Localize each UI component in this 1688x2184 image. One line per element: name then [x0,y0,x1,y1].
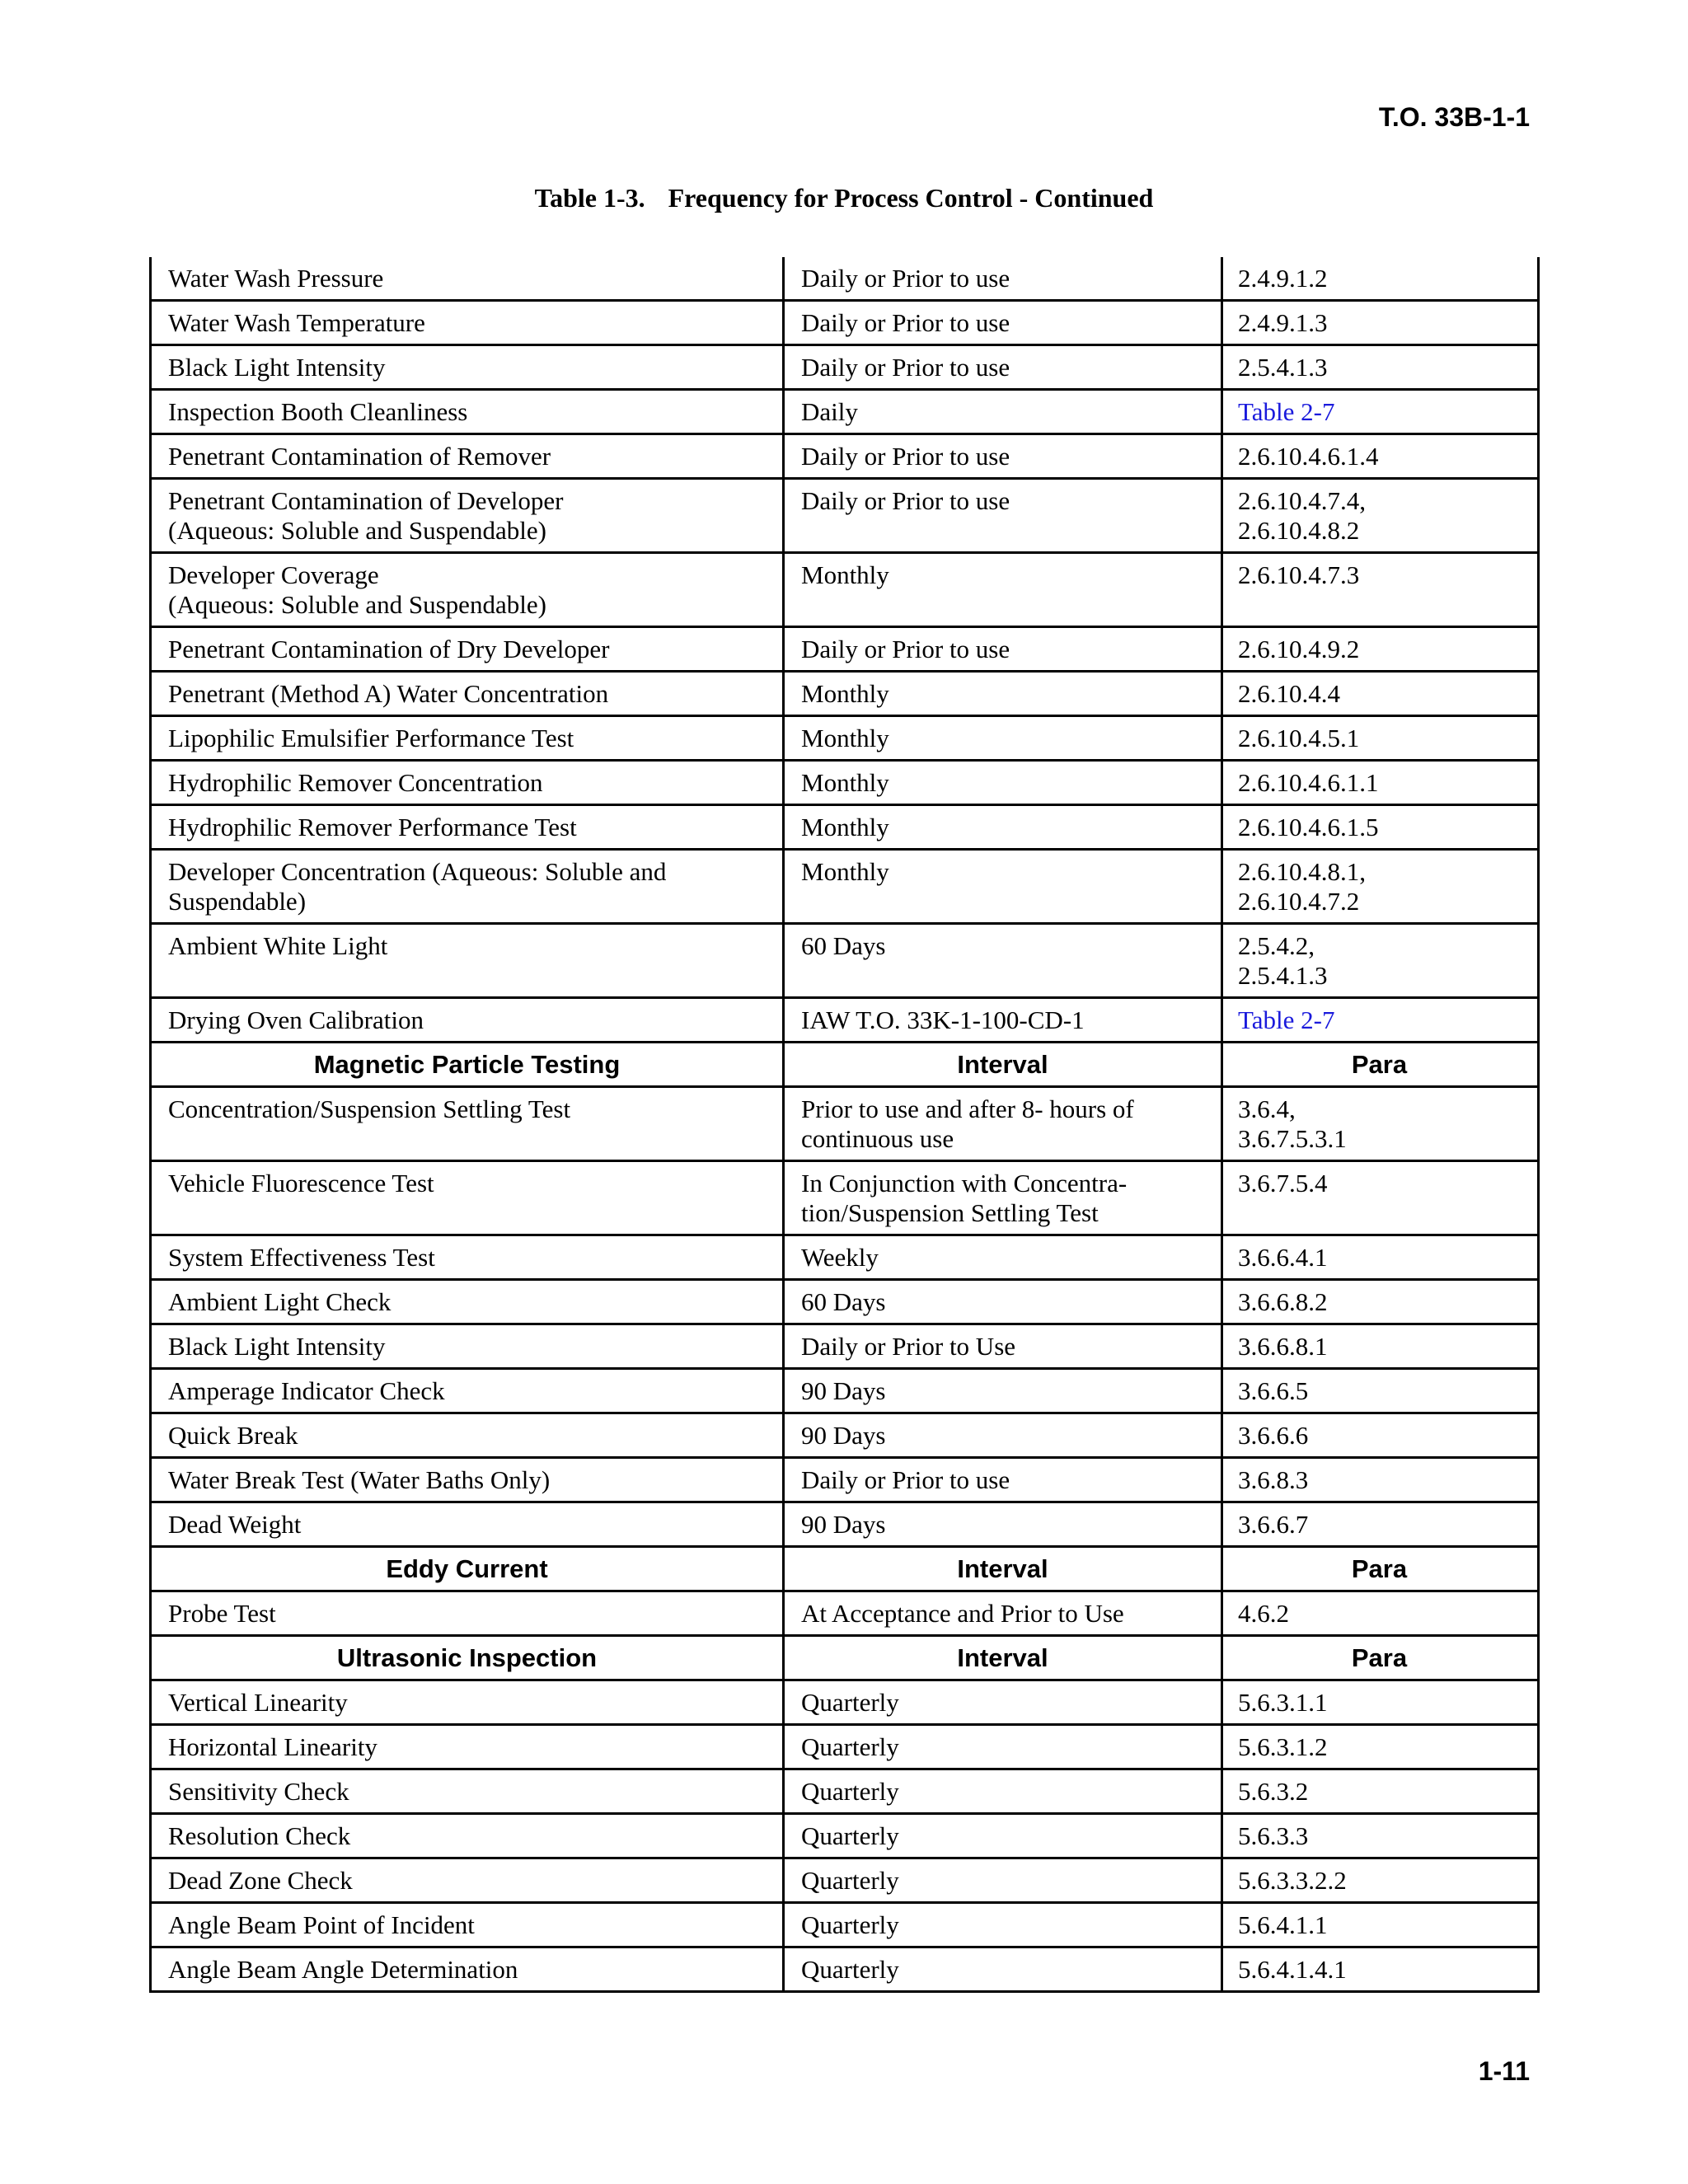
para-cell: 2.6.10.4.8.1, 2.6.10.4.7.2 [1222,850,1539,924]
table-row [151,1280,1539,1324]
table-title-text: Frequency for Process Control - Continued [668,183,1154,213]
table-row [151,1235,1539,1280]
interval-cell: Monthly [784,761,1222,805]
para-header-cell: Para [1222,1547,1539,1591]
interval-cell: 60 Days [784,924,1222,998]
para-cell: 3.6.6.8.2 [1222,1280,1539,1324]
para-cell: 3.6.6.7 [1222,1502,1539,1547]
interval-cell: Quarterly [784,1858,1222,1903]
para-cell: 5.6.4.1.4.1 [1222,1947,1539,1992]
para-header-cell: Para [1222,1636,1539,1680]
table-row [151,1769,1539,1814]
item-cell: Penetrant (Method A) Water Concentration [151,672,784,716]
interval-cell: Quarterly [784,1769,1222,1814]
interval-cell: Daily or Prior to use [784,434,1222,479]
interval-cell: 90 Days [784,1413,1222,1458]
interval-cell: 90 Days [784,1502,1222,1547]
interval-cell: Monthly [784,672,1222,716]
para-cell: 2.6.10.4.9.2 [1222,627,1539,672]
table-row [151,716,1539,761]
item-cell: Developer Coverage (Aqueous: Soluble and Suspendable) [151,553,784,627]
interval-cell: Weekly [784,1235,1222,1280]
table-row [151,1725,1539,1769]
para-cell: 2.5.4.1.3 [1222,345,1539,390]
para-cell: 5.6.3.3 [1222,1814,1539,1858]
para-cell: 3.6.6.4.1 [1222,1235,1539,1280]
table-row [151,1947,1539,1992]
item-cell: Dead Zone Check [151,1858,784,1903]
interval-cell: In Conjunction with Concentra- tion/Suspension Settling Test [784,1161,1222,1235]
para-cell: 4.6.2 [1222,1591,1539,1636]
item-cell: Hydrophilic Remover Concentration [151,761,784,805]
item-cell: Vertical Linearity [151,1680,784,1725]
table-row [151,924,1539,998]
item-cell: Water Break Test (Water Baths Only) [151,1458,784,1502]
table-row [151,301,1539,345]
table-reference-link[interactable]: Table 2-7 [1222,390,1539,434]
item-cell: System Effectiveness Test [151,1235,784,1280]
item-cell: Developer Concentration (Aqueous: Soluble and Suspendable) [151,850,784,924]
section-title-cell: Ultrasonic Inspection [151,1636,784,1680]
table-row [151,553,1539,627]
para-cell: 5.6.3.1.1 [1222,1680,1539,1725]
interval-cell: At Acceptance and Prior to Use [784,1591,1222,1636]
item-cell: Horizontal Linearity [151,1725,784,1769]
interval-cell: Daily or Prior to use [784,345,1222,390]
table-row [151,672,1539,716]
table-row [151,1324,1539,1369]
para-cell: 5.6.4.1.1 [1222,1903,1539,1947]
para-cell: 5.6.3.1.2 [1222,1725,1539,1769]
para-cell: 3.6.6.5 [1222,1369,1539,1413]
table-reference-link[interactable]: Table 2-7 [1222,998,1539,1043]
item-cell: Penetrant Contamination of Remover [151,434,784,479]
para-cell: 3.6.8.3 [1222,1458,1539,1502]
table-row [151,1502,1539,1547]
item-cell: Water Wash Temperature [151,301,784,345]
table-row [151,345,1539,390]
item-cell: Resolution Check [151,1814,784,1858]
para-cell: 2.6.10.4.6.1.1 [1222,761,1539,805]
table-row [151,1858,1539,1903]
table-row [151,1903,1539,1947]
interval-cell: IAW T.O. 33K-1-100-CD-1 [784,998,1222,1043]
item-cell: Sensitivity Check [151,1769,784,1814]
section-title-cell: Magnetic Particle Testing [151,1043,784,1087]
table-title [0,183,1688,213]
para-header-cell: Para [1222,1043,1539,1087]
interval-cell: Monthly [784,805,1222,850]
table-row [151,1413,1539,1458]
table-body [151,257,1539,1992]
table-number: Table 1-3. [534,183,645,213]
item-cell: Ambient White Light [151,924,784,998]
table-row [151,1087,1539,1161]
para-cell: 2.6.10.4.7.3 [1222,553,1539,627]
table-row [151,805,1539,850]
interval-cell: Quarterly [784,1947,1222,1992]
table-row [151,1591,1539,1636]
para-cell: 3.6.7.5.4 [1222,1161,1539,1235]
para-cell: 5.6.3.3.2.2 [1222,1858,1539,1903]
interval-header-cell: Interval [784,1636,1222,1680]
table-row [151,257,1539,301]
para-cell: 3.6.6.8.1 [1222,1324,1539,1369]
interval-cell: Quarterly [784,1725,1222,1769]
para-cell: 2.6.10.4.6.1.4 [1222,434,1539,479]
para-cell: 2.6.10.4.7.4, 2.6.10.4.8.2 [1222,479,1539,553]
section-header-row [151,1636,1539,1680]
para-cell: 2.6.10.4.4 [1222,672,1539,716]
document-id: T.O. 33B-1-1 [1378,102,1530,132]
table-row [151,761,1539,805]
page-number: 1-11 [1478,2056,1530,2086]
interval-cell: Daily or Prior to use [784,257,1222,301]
interval-cell: Quarterly [784,1814,1222,1858]
item-cell: Dead Weight [151,1502,784,1547]
section-header-row [151,1043,1539,1087]
section-header-row [151,1547,1539,1591]
para-cell: 2.6.10.4.5.1 [1222,716,1539,761]
interval-cell: Quarterly [784,1680,1222,1725]
item-cell: Vehicle Fluorescence Test [151,1161,784,1235]
interval-cell: Daily [784,390,1222,434]
para-cell: 3.6.6.6 [1222,1413,1539,1458]
item-cell: Lipophilic Emulsifier Performance Test [151,716,784,761]
interval-cell: Prior to use and after 8- hours of continuous use [784,1087,1222,1161]
item-cell: Black Light Intensity [151,1324,784,1369]
interval-cell: Daily or Prior to use [784,479,1222,553]
interval-cell: 90 Days [784,1369,1222,1413]
interval-cell: Daily or Prior to use [784,301,1222,345]
item-cell: Angle Beam Angle Determination [151,1947,784,1992]
table-row [151,1458,1539,1502]
interval-header-cell: Interval [784,1547,1222,1591]
interval-cell: Daily or Prior to Use [784,1324,1222,1369]
table-row [151,850,1539,924]
table-row [151,627,1539,672]
item-cell: Probe Test [151,1591,784,1636]
table-row [151,1161,1539,1235]
para-cell: 2.4.9.1.2 [1222,257,1539,301]
item-cell: Black Light Intensity [151,345,784,390]
item-cell: Concentration/Suspension Settling Test [151,1087,784,1161]
interval-cell: Quarterly [784,1903,1222,1947]
process-control-table [149,257,1540,1993]
interval-cell: Daily or Prior to use [784,627,1222,672]
interval-cell: Monthly [784,553,1222,627]
para-cell: 2.5.4.2, 2.5.4.1.3 [1222,924,1539,998]
interval-cell: Monthly [784,716,1222,761]
item-cell: Penetrant Contamination of Dry Developer [151,627,784,672]
table-row [151,1814,1539,1858]
table-row [151,479,1539,553]
item-cell: Amperage Indicator Check [151,1369,784,1413]
para-cell: 2.4.9.1.3 [1222,301,1539,345]
item-cell: Water Wash Pressure [151,257,784,301]
para-cell: 3.6.4, 3.6.7.5.3.1 [1222,1087,1539,1161]
item-cell: Angle Beam Point of Incident [151,1903,784,1947]
para-cell: 2.6.10.4.6.1.5 [1222,805,1539,850]
item-cell: Ambient Light Check [151,1280,784,1324]
item-cell: Inspection Booth Cleanliness [151,390,784,434]
interval-header-cell: Interval [784,1043,1222,1087]
item-cell: Hydrophilic Remover Performance Test [151,805,784,850]
interval-cell: 60 Days [784,1280,1222,1324]
table-row [151,434,1539,479]
item-cell: Penetrant Contamination of Developer (Aqueous: Soluble and Suspendable) [151,479,784,553]
table-row [151,998,1539,1043]
table-row [151,1369,1539,1413]
table-row [151,390,1539,434]
interval-cell: Monthly [784,850,1222,924]
table-row [151,1680,1539,1725]
item-cell: Drying Oven Calibration [151,998,784,1043]
para-cell: 5.6.3.2 [1222,1769,1539,1814]
item-cell: Quick Break [151,1413,784,1458]
section-title-cell: Eddy Current [151,1547,784,1591]
interval-cell: Daily or Prior to use [784,1458,1222,1502]
